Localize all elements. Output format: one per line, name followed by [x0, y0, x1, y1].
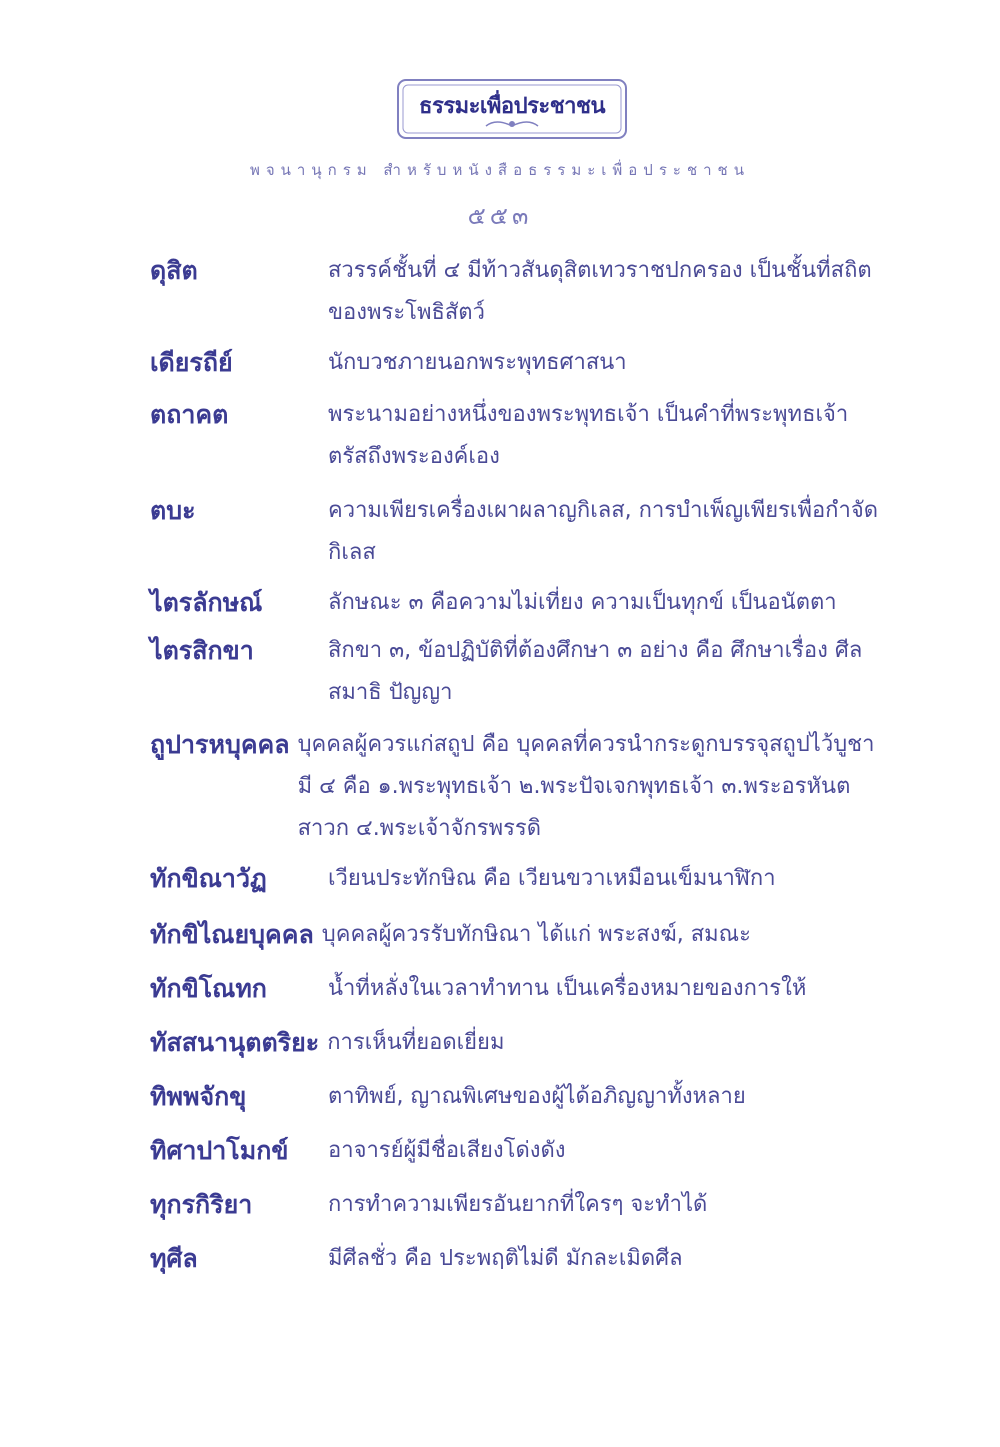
glossary-term: ตบะ: [150, 496, 196, 525]
glossary-entry: [150, 858, 880, 900]
glossary-definition: บุคคลผู้ควรรับทักษิณา ได้แก่ พระสงฆ์, สมณะ: [321, 922, 751, 947]
page-number: ๕๕๓: [467, 202, 533, 230]
logo-text: ธรรมะเพื่อประชาชน: [419, 93, 605, 119]
glossary-entry: [150, 1022, 880, 1064]
glossary-entry: [150, 394, 880, 478]
glossary-entry: [150, 968, 880, 1010]
glossary-definition: เวียนประทักษิณ คือ เวียนขวาเหมือนเข็มนาฬิกา: [328, 866, 776, 891]
glossary-definition: ตาทิพย์, ญาณพิเศษของผู้ได้อภิญญาทั้งหลาย: [328, 1084, 746, 1109]
glossary-definition: พระนามอย่างหนึ่งของพระพุทธเจ้า เป็นคำที่พระพุทธเจ้าตรัสถึงพระองค์เอง: [328, 402, 849, 469]
glossary-term: ดุสิต: [150, 256, 198, 285]
glossary-definition: น้ำที่หลั่งในเวลาทำทาน เป็นเครื่องหมายของการให้: [328, 976, 807, 1001]
glossary-term: ทุกรกิริยา: [150, 1190, 253, 1219]
glossary-term: เดียรถีย์: [150, 348, 233, 377]
glossary-definition: บุคคลผู้ควรแก่สถูป คือ บุคคลที่ควรนำกระดูกบรรจุสถูปไว้บูชา มี ๔ คือ ๑.พระพุทธเจ้า ๒.พระปัจเจกพุทธเจ้า ๓.พระอรหันตสาวก ๔.พระเจ้าจักรพรรดิ: [297, 732, 875, 841]
glossary-term: ทิศาปาโมกข์: [150, 1136, 289, 1165]
glossary-term: ไตรลักษณ์: [150, 588, 263, 617]
glossary-definition: ความเพียรเครื่องเผาผลาญกิเลส, การบำเพ็ญเพียรเพื่อกำจัดกิเลส: [328, 498, 879, 565]
glossary-term: ทุศีล: [150, 1244, 198, 1273]
glossary-entry: [150, 342, 880, 384]
glossary-term: ไตรสิกขา: [150, 636, 254, 665]
glossary-term: ทิพพจักขุ: [150, 1082, 247, 1111]
book-logo: [396, 78, 628, 140]
glossary-definition: การเห็นที่ยอดเยี่ยม: [327, 1030, 505, 1055]
glossary-definition: อาจารย์ผู้มีชื่อเสียงโด่งดัง: [328, 1138, 566, 1163]
glossary-term: ทักขิไณยบุคคล: [150, 920, 314, 949]
glossary-definition: สิกขา ๓, ข้อปฏิบัติที่ต้องศึกษา ๓ อย่าง คือ ศึกษาเรื่อง ศีล สมาธิ ปัญญา: [328, 638, 863, 705]
glossary-term: ถูปารหบุคคล: [150, 730, 290, 759]
glossary-list: [150, 250, 880, 1280]
glossary-entry: [150, 582, 880, 624]
glossary-entry: [150, 724, 880, 850]
glossary-definition: นักบวชภายนอกพระพุทธศาสนา: [328, 350, 627, 375]
glossary-entry: [150, 914, 880, 956]
glossary-entry: [150, 1238, 880, 1280]
glossary-entry: [150, 1184, 880, 1226]
glossary-definition: ลักษณะ ๓ คือความไม่เที่ยง ความเป็นทุกข์ เป็นอนัตตา: [328, 590, 837, 615]
glossary-entry: [150, 1076, 880, 1118]
glossary-definition: สวรรค์ชั้นที่ ๔ มีท้าวสันดุสิตเทวราชปกครอง เป็นชั้นที่สถิตของพระโพธิสัตว์: [328, 258, 872, 325]
glossary-term: ทัสสนานุตตริยะ: [150, 1028, 320, 1057]
glossary-definition: มีศีลชั่ว คือ ประพฤติไม่ดี มักละเมิดศีล: [328, 1246, 683, 1271]
book-subtitle: พจนานุกรม สำหรับหนังสือธรรมะเพื่อประชาชน: [250, 161, 750, 179]
glossary-entry: [150, 1130, 880, 1172]
glossary-term: ตถาคต: [150, 400, 229, 429]
glossary-entry: [150, 490, 880, 574]
glossary-entry: [150, 250, 880, 334]
glossary-entry: [150, 630, 880, 714]
glossary-term: ทักขิโณทก: [150, 974, 267, 1003]
glossary-definition: การทำความเพียรอันยากที่ใครๆ จะทำได้: [328, 1192, 708, 1217]
glossary-term: ทักขิณาวัฏ: [150, 864, 267, 893]
